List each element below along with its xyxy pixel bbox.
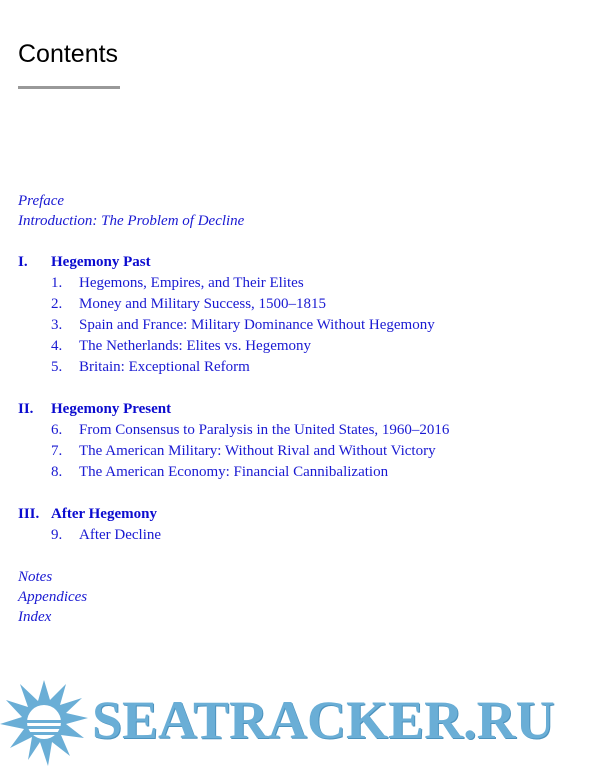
- section-spacer: [18, 378, 588, 399]
- chapter-number: 8.: [51, 464, 63, 480]
- toc-link-index[interactable]: Index: [18, 609, 52, 625]
- chapter-number: 2.: [51, 296, 63, 312]
- chapter-number: 5.: [51, 359, 63, 375]
- toc-chapter-3[interactable]: [18, 315, 588, 336]
- part-heading-2[interactable]: [18, 399, 588, 420]
- page-title: Contents: [18, 40, 119, 68]
- chapter-title: Spain and France: Military Dominance Without Hegemony: [79, 317, 435, 333]
- toc-chapter-8[interactable]: [18, 462, 588, 483]
- part-number: II.: [18, 401, 34, 417]
- chapter-number: 3.: [51, 317, 63, 333]
- toc-chapter-9[interactable]: [18, 525, 588, 546]
- chapter-title: The American Economy: Financial Cannibalization: [79, 464, 389, 480]
- title-underline: [18, 86, 120, 89]
- chapter-title: The American Military: Without Rival and Without Victory: [79, 443, 436, 459]
- chapter-title: Britain: Exceptional Reform: [79, 359, 250, 375]
- toc-link-preface[interactable]: Preface: [18, 193, 65, 209]
- chapter-title: Money and Military Success, 1500–1815: [79, 296, 327, 312]
- chapter-title: Hegemons, Empires, and Their Elites: [79, 275, 304, 291]
- chapter-number: 4.: [51, 338, 63, 354]
- part-title: After Hegemony: [51, 506, 157, 522]
- toc-chapter-6[interactable]: [18, 420, 588, 441]
- section-spacer: [18, 546, 588, 567]
- chapter-title: After Decline: [79, 527, 162, 543]
- section-spacer: [18, 483, 588, 504]
- table-of-contents: [18, 191, 588, 627]
- toc-chapter-4[interactable]: [18, 336, 588, 357]
- toc-chapter-7[interactable]: [18, 441, 588, 462]
- chapter-title: From Consensus to Paralysis in the United States, 1960–2016: [79, 422, 450, 438]
- part-title: Hegemony Present: [51, 401, 172, 417]
- chapter-number: 7.: [51, 443, 63, 459]
- toc-chapter-5[interactable]: [18, 357, 588, 378]
- toc-link-introduction[interactable]: Introduction: The Problem of Decline: [18, 213, 245, 229]
- part-heading-3[interactable]: [18, 504, 588, 525]
- chapter-number: 1.: [51, 275, 63, 291]
- section-spacer: [18, 231, 588, 252]
- toc-chapter-1[interactable]: [18, 273, 588, 294]
- toc-link-notes[interactable]: Notes: [18, 569, 53, 585]
- part-heading-1[interactable]: [18, 252, 588, 273]
- chapter-number: 9.: [51, 527, 63, 543]
- toc-chapter-2[interactable]: [18, 294, 588, 315]
- chapter-number: 6.: [51, 422, 63, 438]
- chapter-title: The Netherlands: Elites vs. Hegemony: [79, 338, 312, 354]
- part-number: III.: [18, 506, 40, 522]
- watermark-text: SEATRACKER.RU: [92, 690, 555, 750]
- part-number: I.: [18, 254, 28, 270]
- toc-link-appendices[interactable]: Appendices: [18, 589, 88, 605]
- part-title: Hegemony Past: [51, 254, 151, 270]
